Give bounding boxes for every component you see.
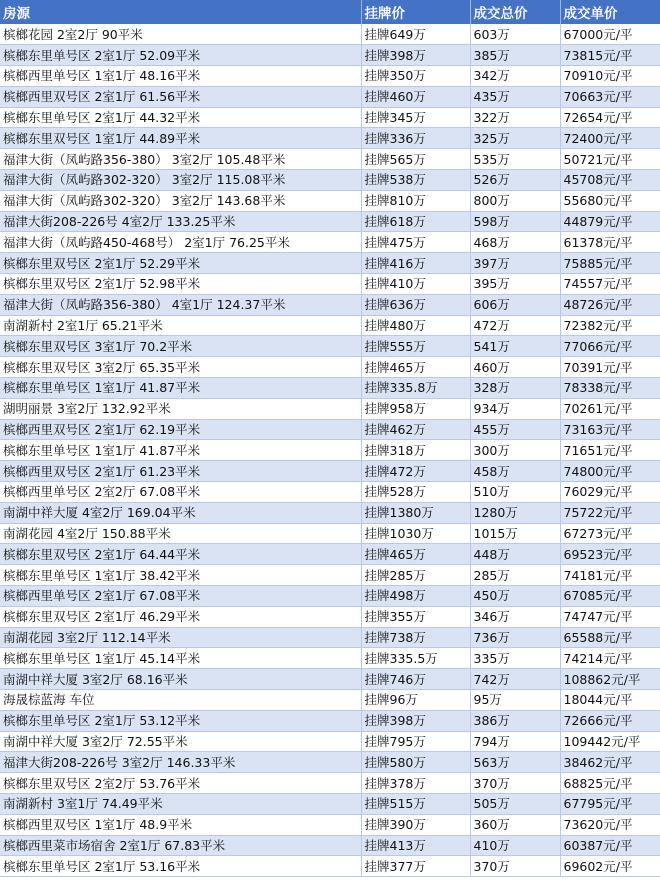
cell-list-price: 挂牌565万 — [361, 149, 470, 170]
cell-listing: 福津大街（凤屿路302-320） 3室2厅 143.68平米 — [0, 190, 361, 211]
cell-total-price: 285万 — [470, 565, 560, 586]
cell-list-price: 挂牌580万 — [361, 752, 470, 773]
table-row — [0, 482, 660, 503]
cell-unit-price: 55680元/平 — [560, 190, 660, 211]
cell-listing: 槟榔东里单号区 1室1厅 45.14平米 — [0, 648, 361, 669]
cell-list-price: 挂牌528万 — [361, 482, 470, 503]
cell-list-price: 挂牌555万 — [361, 336, 470, 357]
cell-unit-price: 67085元/平 — [560, 586, 660, 607]
cell-unit-price: 77066元/平 — [560, 336, 660, 357]
cell-total-price: 328万 — [470, 378, 560, 399]
cell-unit-price: 70910元/平 — [560, 66, 660, 87]
cell-list-price: 挂牌618万 — [361, 211, 470, 232]
cell-unit-price: 69602元/平 — [560, 856, 660, 877]
table-row — [0, 253, 660, 274]
cell-list-price: 挂牌746万 — [361, 669, 470, 690]
cell-total-price: 510万 — [470, 482, 560, 503]
cell-listing: 槟榔东里双号区 2室1厅 52.98平米 — [0, 274, 361, 295]
cell-listing: 槟榔东里双号区 3室1厅 70.2平米 — [0, 336, 361, 357]
cell-list-price: 挂牌472万 — [361, 461, 470, 482]
cell-total-price: 342万 — [470, 66, 560, 87]
cell-list-price: 挂牌413万 — [361, 835, 470, 856]
table-row — [0, 357, 660, 378]
cell-list-price: 挂牌465万 — [361, 544, 470, 565]
table-row — [0, 24, 660, 45]
cell-total-price: 472万 — [470, 315, 560, 336]
table-row — [0, 398, 660, 419]
cell-total-price: 563万 — [470, 752, 560, 773]
cell-unit-price: 73815元/平 — [560, 45, 660, 66]
cell-total-price: 505万 — [470, 793, 560, 814]
table-row — [0, 294, 660, 315]
cell-list-price: 挂牌480万 — [361, 315, 470, 336]
table-row — [0, 419, 660, 440]
cell-list-price: 挂牌345万 — [361, 107, 470, 128]
cell-unit-price: 70663元/平 — [560, 86, 660, 107]
table-row — [0, 793, 660, 814]
cell-listing: 槟榔东里双号区 2室2厅 53.76平米 — [0, 773, 361, 794]
cell-listing: 槟榔东里单号区 2室1厅 52.09平米 — [0, 45, 361, 66]
cell-unit-price: 44879元/平 — [560, 211, 660, 232]
cell-unit-price: 73620元/平 — [560, 814, 660, 835]
cell-list-price: 挂牌335.8万 — [361, 378, 470, 399]
cell-listing: 槟榔西里菜市场宿舍 2室1厅 67.83平米 — [0, 835, 361, 856]
cell-total-price: 335万 — [470, 648, 560, 669]
cell-list-price: 挂牌538万 — [361, 170, 470, 191]
cell-unit-price: 75722元/平 — [560, 502, 660, 523]
table-row — [0, 66, 660, 87]
table-row — [0, 710, 660, 731]
cell-list-price: 挂牌416万 — [361, 253, 470, 274]
cell-total-price: 800万 — [470, 190, 560, 211]
cell-total-price: 435万 — [470, 86, 560, 107]
cell-listing: 槟榔西里单号区 1室1厅 48.16平米 — [0, 66, 361, 87]
table-row — [0, 315, 660, 336]
header-listing: 房源 — [0, 0, 361, 24]
table-row — [0, 170, 660, 191]
cell-listing: 槟榔花园 2室2厅 90平米 — [0, 24, 361, 45]
table-row — [0, 731, 660, 752]
cell-listing: 槟榔西里单号区 2室2厅 67.08平米 — [0, 482, 361, 503]
cell-list-price: 挂牌462万 — [361, 419, 470, 440]
cell-unit-price: 78338元/平 — [560, 378, 660, 399]
cell-total-price: 370万 — [470, 856, 560, 877]
cell-listing: 槟榔东里单号区 2室1厅 53.12平米 — [0, 710, 361, 731]
cell-list-price: 挂牌318万 — [361, 440, 470, 461]
cell-total-price: 300万 — [470, 440, 560, 461]
cell-list-price: 挂牌1380万 — [361, 502, 470, 523]
cell-unit-price: 71651元/平 — [560, 440, 660, 461]
cell-listing: 南湖新村 2室1厅 65.21平米 — [0, 315, 361, 336]
cell-total-price: 395万 — [470, 274, 560, 295]
cell-total-price: 460万 — [470, 357, 560, 378]
table-row — [0, 274, 660, 295]
cell-listing: 槟榔东里双号区 2室1厅 52.29平米 — [0, 253, 361, 274]
cell-total-price: 397万 — [470, 253, 560, 274]
cell-total-price: 526万 — [470, 170, 560, 191]
table-body — [0, 24, 660, 877]
cell-listing: 槟榔东里双号区 2室1厅 64.44平米 — [0, 544, 361, 565]
table-row — [0, 211, 660, 232]
table-row — [0, 128, 660, 149]
cell-list-price: 挂牌649万 — [361, 24, 470, 45]
cell-list-price: 挂牌398万 — [361, 710, 470, 731]
cell-unit-price: 74214元/平 — [560, 648, 660, 669]
table-row — [0, 690, 660, 711]
cell-total-price: 1015万 — [470, 523, 560, 544]
cell-unit-price: 74181元/平 — [560, 565, 660, 586]
cell-unit-price: 108862元/平 — [560, 669, 660, 690]
header-unit-price: 成交单价 — [563, 6, 618, 22]
cell-unit-price: 61378元/平 — [560, 232, 660, 253]
cell-listing: 槟榔东里单号区 2室1厅 44.32平米 — [0, 107, 361, 128]
cell-unit-price: 109442元/平 — [560, 731, 660, 752]
cell-list-price: 挂牌96万 — [361, 690, 470, 711]
table-row — [0, 586, 660, 607]
cell-unit-price: 67000元/平 — [560, 24, 660, 45]
cell-listing: 福津大街208-226号 3室2厅 146.33平米 — [0, 752, 361, 773]
cell-total-price: 346万 — [470, 606, 560, 627]
cell-unit-price: 18044元/平 — [560, 690, 660, 711]
table-row — [0, 544, 660, 565]
table-row — [0, 190, 660, 211]
cell-listing: 槟榔东里双号区 3室2厅 65.35平米 — [0, 357, 361, 378]
cell-listing: 南湖中祥大厦 3室2厅 68.16平米 — [0, 669, 361, 690]
cell-total-price: 448万 — [470, 544, 560, 565]
cell-list-price: 挂牌958万 — [361, 398, 470, 419]
cell-total-price: 1280万 — [470, 502, 560, 523]
cell-total-price: 95万 — [470, 690, 560, 711]
table-row — [0, 523, 660, 544]
table-row — [0, 461, 660, 482]
cell-listing: 福津大街（凤屿路302-320） 3室2厅 115.08平米 — [0, 170, 361, 191]
cell-listing: 槟榔西里双号区 2室1厅 61.56平米 — [0, 86, 361, 107]
cell-listing: 槟榔西里双号区 2室1厅 61.23平米 — [0, 461, 361, 482]
cell-list-price: 挂牌398万 — [361, 45, 470, 66]
cell-list-price: 挂牌390万 — [361, 814, 470, 835]
cell-unit-price: 45708元/平 — [560, 170, 660, 191]
cell-total-price: 606万 — [470, 294, 560, 315]
cell-unit-price: 75885元/平 — [560, 253, 660, 274]
cell-total-price: 468万 — [470, 232, 560, 253]
cell-list-price: 挂牌810万 — [361, 190, 470, 211]
header-list-price: 挂牌价 — [361, 0, 470, 24]
table-row — [0, 86, 660, 107]
cell-unit-price: 70261元/平 — [560, 398, 660, 419]
cell-list-price: 挂牌285万 — [361, 565, 470, 586]
table-row — [0, 773, 660, 794]
cell-total-price: 742万 — [470, 669, 560, 690]
table-row — [0, 856, 660, 877]
cell-list-price: 挂牌350万 — [361, 66, 470, 87]
cell-total-price: 603万 — [470, 24, 560, 45]
table-row — [0, 107, 660, 128]
cell-total-price: 598万 — [470, 211, 560, 232]
cell-unit-price: 67273元/平 — [560, 523, 660, 544]
cell-total-price: 934万 — [470, 398, 560, 419]
cell-total-price: 450万 — [470, 586, 560, 607]
table-row — [0, 835, 660, 856]
cell-total-price: 370万 — [470, 773, 560, 794]
cell-listing: 南湖花园 3室2厅 112.14平米 — [0, 627, 361, 648]
cell-listing: 槟榔东里单号区 1室1厅 41.87平米 — [0, 378, 361, 399]
cell-listing: 南湖新村 3室1厅 74.49平米 — [0, 793, 361, 814]
table-row — [0, 648, 660, 669]
cell-total-price: 736万 — [470, 627, 560, 648]
cell-list-price: 挂牌377万 — [361, 856, 470, 877]
cell-unit-price: 74800元/平 — [560, 461, 660, 482]
cell-total-price: 455万 — [470, 419, 560, 440]
cell-unit-price: 69523元/平 — [560, 544, 660, 565]
cell-total-price: 360万 — [470, 814, 560, 835]
table-row — [0, 336, 660, 357]
cell-list-price: 挂牌515万 — [361, 793, 470, 814]
table-row — [0, 752, 660, 773]
cell-unit-price: 50721元/平 — [560, 149, 660, 170]
cell-unit-price: 48726元/平 — [560, 294, 660, 315]
cell-listing: 槟榔西里单号区 2室1厅 67.08平米 — [0, 586, 361, 607]
table-row — [0, 606, 660, 627]
table-row — [0, 378, 660, 399]
table-row — [0, 45, 660, 66]
cell-list-price: 挂牌465万 — [361, 357, 470, 378]
cell-unit-price: 68825元/平 — [560, 773, 660, 794]
cell-unit-price: 72654元/平 — [560, 107, 660, 128]
cell-listing: 槟榔西里双号区 2室1厅 62.19平米 — [0, 419, 361, 440]
cell-unit-price: 72666元/平 — [560, 710, 660, 731]
cell-unit-price: 70391元/平 — [560, 357, 660, 378]
cell-unit-price: 74557元/平 — [560, 274, 660, 295]
cell-unit-price: 65588元/平 — [560, 627, 660, 648]
table-row — [0, 502, 660, 523]
cell-list-price: 挂牌738万 — [361, 627, 470, 648]
cell-total-price: 410万 — [470, 835, 560, 856]
cell-listing: 福津大街（凤屿路356-380） 3室2厅 105.48平米 — [0, 149, 361, 170]
cell-unit-price: 76029元/平 — [560, 482, 660, 503]
table-row — [0, 669, 660, 690]
cell-list-price: 挂牌1030万 — [361, 523, 470, 544]
cell-total-price: 325万 — [470, 128, 560, 149]
cell-total-price: 386万 — [470, 710, 560, 731]
table-row — [0, 627, 660, 648]
table-row — [0, 440, 660, 461]
table-row — [0, 814, 660, 835]
cell-list-price: 挂牌378万 — [361, 773, 470, 794]
cell-list-price: 挂牌475万 — [361, 232, 470, 253]
cell-unit-price: 72400元/平 — [560, 128, 660, 149]
cell-unit-price: 38462元/平 — [560, 752, 660, 773]
cell-listing: 福津大街208-226号 4室2厅 133.25平米 — [0, 211, 361, 232]
cell-listing: 福津大街（凤屿路450-468号） 2室1厅 76.25平米 — [0, 232, 361, 253]
cell-list-price: 挂牌335.5万 — [361, 648, 470, 669]
cell-listing: 槟榔东里单号区 1室1厅 41.87平米 — [0, 440, 361, 461]
cell-listing: 南湖中祥大厦 3室2厅 72.55平米 — [0, 731, 361, 752]
cell-total-price: 322万 — [470, 107, 560, 128]
cell-total-price: 535万 — [470, 149, 560, 170]
cell-listing: 槟榔东里双号区 1室1厅 44.89平米 — [0, 128, 361, 149]
cell-total-price: 458万 — [470, 461, 560, 482]
cell-listing: 海晟棕蓝海 车位 — [0, 690, 361, 711]
table-row — [0, 149, 660, 170]
cell-total-price: 541万 — [470, 336, 560, 357]
cell-unit-price: 60387元/平 — [560, 835, 660, 856]
cell-unit-price: 72382元/平 — [560, 315, 660, 336]
cell-listing: 槟榔西里双号区 1室1厅 48.9平米 — [0, 814, 361, 835]
cell-listing: 福津大街（凤屿路356-380） 4室1厅 124.37平米 — [0, 294, 361, 315]
table-row — [0, 232, 660, 253]
cell-unit-price: 73163元/平 — [560, 419, 660, 440]
cell-list-price: 挂牌460万 — [361, 86, 470, 107]
cell-unit-price: 74747元/平 — [560, 606, 660, 627]
cell-list-price: 挂牌336万 — [361, 128, 470, 149]
cell-listing: 槟榔东里双号区 2室1厅 46.29平米 — [0, 606, 361, 627]
cell-list-price: 挂牌636万 — [361, 294, 470, 315]
cell-listing: 南湖花园 4室2厅 150.88平米 — [0, 523, 361, 544]
cell-list-price: 挂牌795万 — [361, 731, 470, 752]
cell-total-price: 794万 — [470, 731, 560, 752]
cell-listing: 湖明丽景 3室2厅 132.92平米 — [0, 398, 361, 419]
header-row — [0, 0, 660, 24]
cell-listing: 槟榔东里单号区 1室1厅 38.42平米 — [0, 565, 361, 586]
table-row — [0, 565, 660, 586]
cell-list-price: 挂牌410万 — [361, 274, 470, 295]
cell-listing: 南湖中祥大厦 4室2厅 169.04平米 — [0, 502, 361, 523]
cell-list-price: 挂牌355万 — [361, 606, 470, 627]
header-total-price: 成交总价 — [470, 0, 560, 24]
cell-total-price: 385万 — [470, 45, 560, 66]
cell-unit-price: 67795元/平 — [560, 793, 660, 814]
cell-listing: 槟榔东里单号区 2室1厅 53.16平米 — [0, 856, 361, 877]
cell-list-price: 挂牌498万 — [361, 586, 470, 607]
